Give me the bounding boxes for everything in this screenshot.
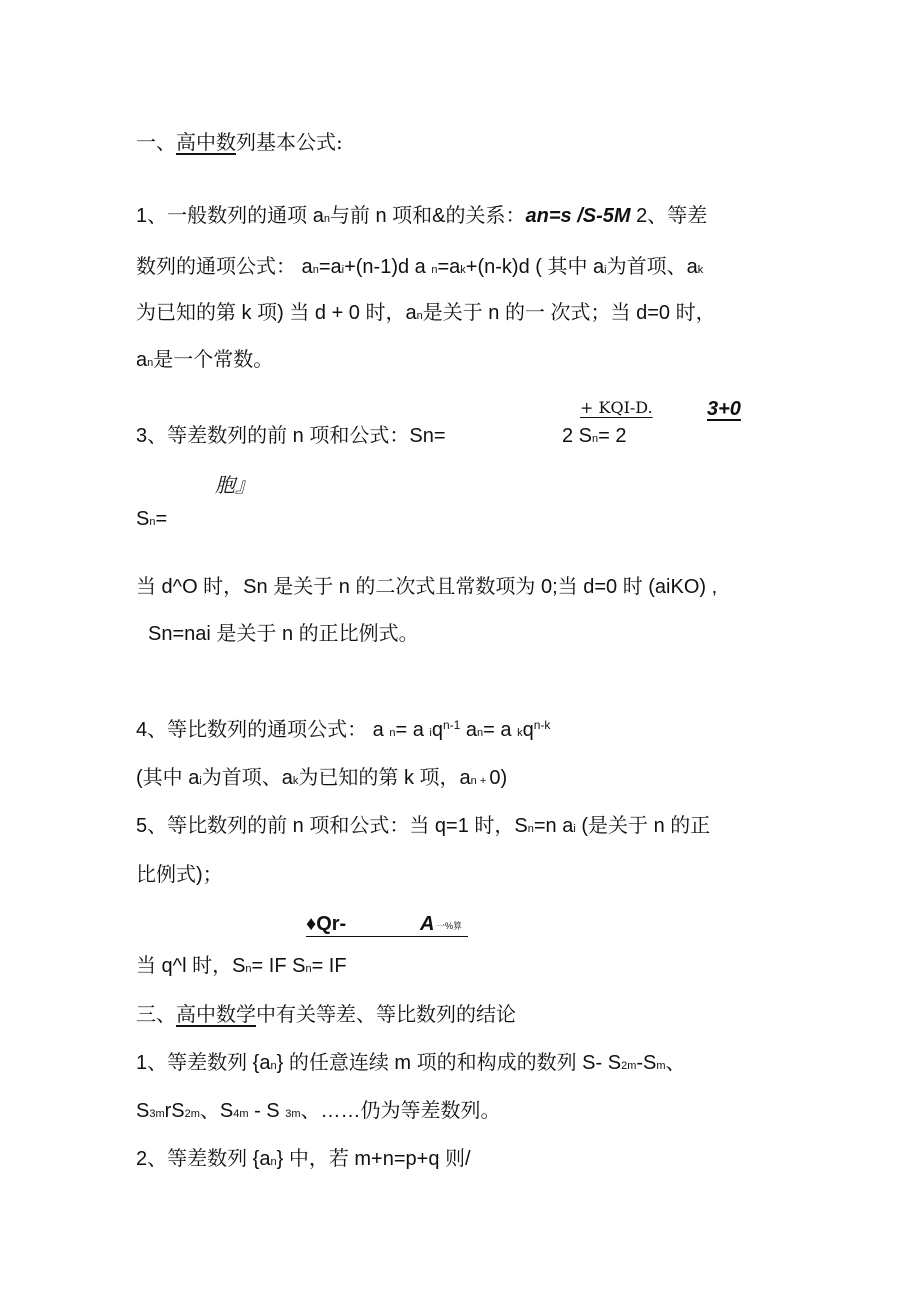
item4-line2 (136, 768, 507, 788)
subscript: n (592, 433, 599, 445)
text: q (522, 719, 534, 741)
subscript: 4m (233, 1108, 249, 1120)
subscript: n (245, 963, 252, 975)
subscript: k (292, 775, 299, 787)
bold-formula: an=s /S-5M (525, 205, 631, 227)
subscript: n + (470, 775, 490, 787)
item3-main (136, 426, 446, 446)
item1-line3 (136, 303, 716, 323)
subscript: k (697, 264, 704, 276)
text: Sn=nai 是关于 n 的正比例式。 (148, 623, 419, 645)
bold-formula: A (420, 913, 435, 935)
subscript: n (431, 264, 438, 276)
text: 一%算 (436, 921, 463, 931)
text: (其中 a (136, 767, 200, 789)
item3-italic-glyph (215, 475, 255, 495)
text: 2、等差数列 {a (136, 1148, 271, 1170)
text: q (431, 719, 443, 741)
subscript: n (527, 823, 534, 835)
subscript: i (341, 264, 345, 276)
text: S (136, 508, 150, 530)
subscript: n (305, 963, 312, 975)
text: 当 d^O 时，Sn 是关于 n 的二次式且常数项为 0;当 d=0 时 (aiKO) , (136, 576, 718, 598)
subscript: 2m (621, 1060, 637, 1072)
item3-main-right (562, 426, 627, 446)
text: } 中，若 m+n=p+q 则/ (276, 1148, 471, 1170)
text: = IF (311, 955, 347, 977)
text: 是关于 n 的一 次式；当 d=0 时， (422, 302, 716, 324)
text: = a (483, 719, 518, 741)
superscript: n-1 (442, 718, 461, 732)
conclusion1-line2 (136, 1101, 500, 1121)
item5-line3 (136, 956, 347, 976)
text: S (136, 1100, 150, 1122)
text: 为已知的第 k 项) 当 d + 0 时，a (136, 302, 417, 324)
text: 与前 n 项和&的关系： (329, 205, 526, 227)
item5-line2 (136, 865, 223, 885)
item3-top-bold (707, 398, 741, 419)
item3-line5 (136, 577, 717, 597)
text: 2 S (562, 425, 593, 447)
text: = IF S (251, 955, 306, 977)
text: 、……仍为等差数列。 (300, 1100, 501, 1122)
subscript: i (604, 264, 607, 276)
item4-line1 (136, 719, 550, 740)
bold-formula: 3+0 (707, 398, 741, 420)
fraction-numerator: + KQI-D. (580, 398, 653, 417)
text: 为首项、a (606, 256, 698, 278)
text: 为已知的第 k 项，a (298, 767, 471, 789)
conclusion1-line1 (136, 1053, 686, 1073)
text: = a (395, 719, 430, 741)
item1-line2 (136, 257, 703, 277)
text: 为首项、a (201, 767, 293, 789)
item5-line1 (136, 816, 710, 836)
subscript: 3m (285, 1108, 301, 1120)
text: } 的任意连续 m 项的和构成的数列 S- S (276, 1052, 622, 1074)
section-heading-3 (136, 1004, 516, 1024)
text: =a (318, 256, 342, 278)
text: 1、等差数列 {a (136, 1052, 271, 1074)
text: 是一个常数。 (153, 349, 274, 371)
subscript: m (656, 1060, 666, 1072)
item5-fraction-line (306, 914, 468, 937)
subscript: n (323, 213, 330, 225)
heading-underlined: 高中数学 (176, 1002, 256, 1026)
text: 、 (665, 1052, 686, 1074)
text: 1、一般数列的通项 (136, 205, 313, 227)
item3-line6 (148, 624, 419, 644)
item3-sn (136, 509, 167, 529)
subscript: n (389, 727, 396, 739)
subscript: n (147, 357, 154, 369)
text: = (155, 508, 168, 530)
text: ♦Qr- (306, 913, 347, 935)
text: 数列的通项公式： a (136, 256, 313, 278)
item1-line4 (136, 350, 273, 370)
text: a (136, 349, 148, 371)
subscript: k (460, 264, 466, 276)
heading-prefix: 三、 (136, 1002, 176, 1026)
text: =a (437, 256, 461, 278)
text: -S (636, 1052, 657, 1074)
text: 比例式)； (136, 864, 223, 886)
subscript: 3m (149, 1108, 165, 1120)
heading-prefix: 一、 (136, 130, 176, 154)
text: - S (248, 1100, 286, 1122)
text: 5、等比数列的前 n 项和公式：当 q=1 时，S (136, 815, 528, 837)
text: rS (164, 1100, 185, 1122)
text: 2、等差 (630, 205, 708, 227)
text: (是关于 n 的正 (575, 815, 711, 837)
text: 3、等差数列的前 n 项和公式：Sn= (136, 425, 446, 447)
text: a (312, 205, 324, 227)
subscript: n (270, 1156, 277, 1168)
subscript: i (573, 823, 576, 835)
subscript: k (517, 727, 523, 739)
text: 当 q^l 时，S (136, 955, 246, 977)
text: +(n-1)d a (344, 256, 432, 278)
text: +(n-k)d ( 其中 a (465, 256, 605, 278)
subscript: i (199, 775, 202, 787)
subscript: n (270, 1060, 277, 1072)
heading-underlined: 高中数 (176, 130, 236, 154)
subscript: 2m (184, 1108, 200, 1120)
item3-top-formula (580, 400, 653, 416)
heading-rest: 中有关等差、等比数列的结论 (256, 1002, 516, 1026)
text: 胞』 (215, 473, 255, 497)
section-heading-1 (136, 132, 343, 152)
subscript: i (429, 727, 432, 739)
text: = 2 (598, 425, 627, 447)
text: 4、等比数列的通项公式： a (136, 719, 390, 741)
text: a (460, 719, 478, 741)
heading-rest: 列基本公式: (236, 130, 343, 154)
item1-line1 (136, 206, 707, 226)
subscript: n (416, 310, 423, 322)
subscript: n (149, 516, 156, 528)
text: =n a (533, 815, 574, 837)
superscript: n-k (533, 718, 551, 732)
text: 、S (199, 1100, 234, 1122)
conclusion2-line1 (136, 1149, 471, 1169)
text: 0) (489, 767, 508, 789)
subscript: n (477, 727, 484, 739)
subscript: n (312, 264, 319, 276)
